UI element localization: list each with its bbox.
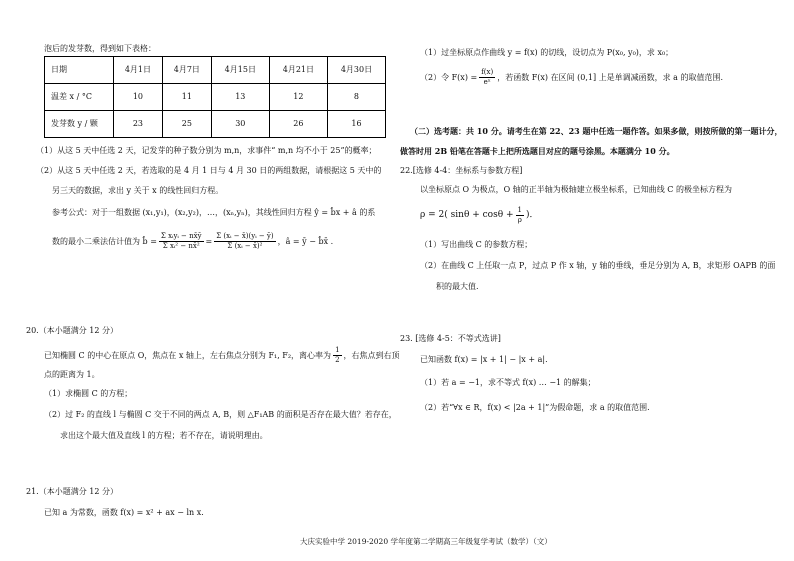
q21-part2 [420,68,723,87]
table-header-cell: 4月21日 [269,57,327,84]
q20-text: 已知椭圆 C 的中心在原点 O，焦点在 x 轴上，左右焦点分别为 F₁, F₂，离心率为 [44,350,332,360]
q22-title: 22.[选修 4-4：坐标系与参数方程] [400,166,523,175]
q21-title: 21.（本小题满分 12 分） [26,487,118,496]
formula-prefix: 数的最小二乘法估计值为 b̂ = [52,236,157,246]
fraction-denominator: eˣ [483,78,491,86]
q19-part1: （1）从这 5 天中任选 2 天，记发芽的种子数分别为 m,n，求事件“ m,n 均不小于 25”的概率； [36,146,377,155]
table-row [45,84,386,111]
q22-part2-line1: （2）在曲线 C 上任取一点 P，过点 P 作 x 轴，y 轴的垂线，垂足分别为 A, B，求矩形 OAPB 的面 [420,261,776,270]
table-row [45,57,386,84]
fraction-numerator: Σ (xᵢ − x̄)(yᵢ − ȳ) [216,232,274,240]
table-row-label: 发芽数 y / 颗 [45,111,114,138]
q23-statement: 已知函数 f(x) = |x + 1| − |x + a|． [420,355,554,364]
table-row-label: 温差 x / °C [45,84,114,111]
q23-part2: （2）若“∀x ∈ R，f(x) < |2a + 1|”为假命题，求 a 的取值范围. [420,403,650,412]
q19-part2-line2: 另三天的数据，求出 y 关于 x 的线性回归方程。 [52,186,224,195]
table-header-cell: 4月7日 [162,57,211,84]
table-cell: 30 [211,111,269,138]
table-cell: 23 [114,111,163,138]
q20-statement-line2: 点的距离为 1。 [44,370,100,379]
q22-part1: （1）写出曲线 C 的参数方程； [420,240,533,249]
table-cell: 10 [114,84,163,111]
page-footer: 大庆实验中学 2019-2020 学年度第二学期高三年级复学考试（数学）（文） [300,537,552,546]
q20-part2-line2: 求出这个最大值及直线 l 的方程；若不存在，请说明理由。 [60,431,268,440]
q21-statement: 已知 a 为常数，函数 f(x) = x² + ax − ln x. [44,508,204,517]
fraction-numerator: Σ xᵢyᵢ − nx̄ȳ [160,232,202,240]
table-header-cell: 4月15日 [211,57,269,84]
q20-part2-line1: （2）过 F₂ 的直线 l 与椭圆 C 交于不同的两点 A, B，则 △F₁AB 的面积是否存在最大值？若存在， [44,410,397,419]
fraction-numerator: f(x) [481,68,494,76]
data-table [44,56,386,138]
equation-fraction [516,206,524,225]
table-cell: 13 [211,84,269,111]
q21-fraction [479,68,495,87]
q20-part1: （1）求椭圆 C 的方程； [44,389,133,398]
q20-title: 20.（本小题满分 12 分） [26,326,118,335]
table-row [45,111,386,138]
intro-line: 泡后的发芽数，得到如下表格： [44,44,156,53]
q22-part2-line2: 积的最大值. [436,282,479,291]
table-header-cell: 4月30日 [327,57,385,84]
q23-title: 23. [选修 4-5：不等式选讲] [400,334,501,343]
elective-instructions-line1: （二）选考题：共 10 分。请考生在第 22、23 题中任选一题作答。如果多做，则按所做的第一题计分， [410,126,783,136]
q20-text-tail: ，右焦点到右顶 [343,350,400,360]
eccentricity-fraction [333,346,341,365]
formula-suffix: ，â = ȳ − b̂x̄ . [277,236,334,246]
fraction-denominator: ρ [517,216,522,224]
q20-statement-line1 [44,346,400,365]
reference-formula-line2 [52,232,333,251]
fraction-denominator: Σ xᵢ² − nx̄² [162,242,200,250]
fraction-denominator: Σ (xᵢ − x̄)² [227,242,263,250]
q21-part2-prefix: （2）令 F(x) = [420,72,478,82]
table-cell: 26 [269,111,327,138]
table-cell: 8 [327,84,385,111]
table-cell: 25 [162,111,211,138]
elective-instructions-line2: 做答时用 2B 铅笔在答题卡上把所选题目对应的题号涂黑。本题满分 10 分。 [400,146,675,156]
fraction-denominator: 2 [335,356,340,364]
table-cell: 16 [327,111,385,138]
table-header-cell: 日期 [45,57,114,84]
table-header-cell: 4月1日 [114,57,163,84]
q22-equation [420,206,539,225]
equation-suffix: )． [526,209,539,220]
reference-formula-line1: 参考公式：对于一组数据 (x₁,y₁)，(x₂,y₂)，…，(xₙ,yₙ)，其线性回归方程 ŷ = b̂x + â 的系 [52,208,376,217]
formula-fraction-2 [214,232,275,251]
q21-part2-suffix: ，若函数 F(x) 在区间 (0,1] 上是单调减函数，求 a 的取值范围. [497,72,724,82]
table-cell: 11 [162,84,211,111]
q22-statement: 以坐标原点 O 为极点，O 轴的正半轴为极轴建立极坐标系，已知曲线 C 的极坐标方程为 [420,185,732,194]
fraction-numerator: 1 [517,206,522,214]
q23-part1: （1）若 a = −1，求不等式 f(x) … −1 的解集； [420,378,596,387]
equation-prefix: ρ = 2( sinθ + cosθ + [420,209,514,220]
table-cell: 12 [269,84,327,111]
q21-part1: （1）过坐标原点作曲线 y = f(x) 的切线，设切点为 P(x₀, y₀)，求 x₀； [420,48,674,57]
formula-equals: = [205,236,213,246]
fraction-numerator: 1 [335,346,340,354]
formula-fraction-1 [159,232,204,251]
q19-part2-line1: （2）从这 5 天中任选 2 天，若选取的是 4 月 1 日与 4 月 30 日的两组数据，请根据这 5 天中的 [36,166,382,175]
